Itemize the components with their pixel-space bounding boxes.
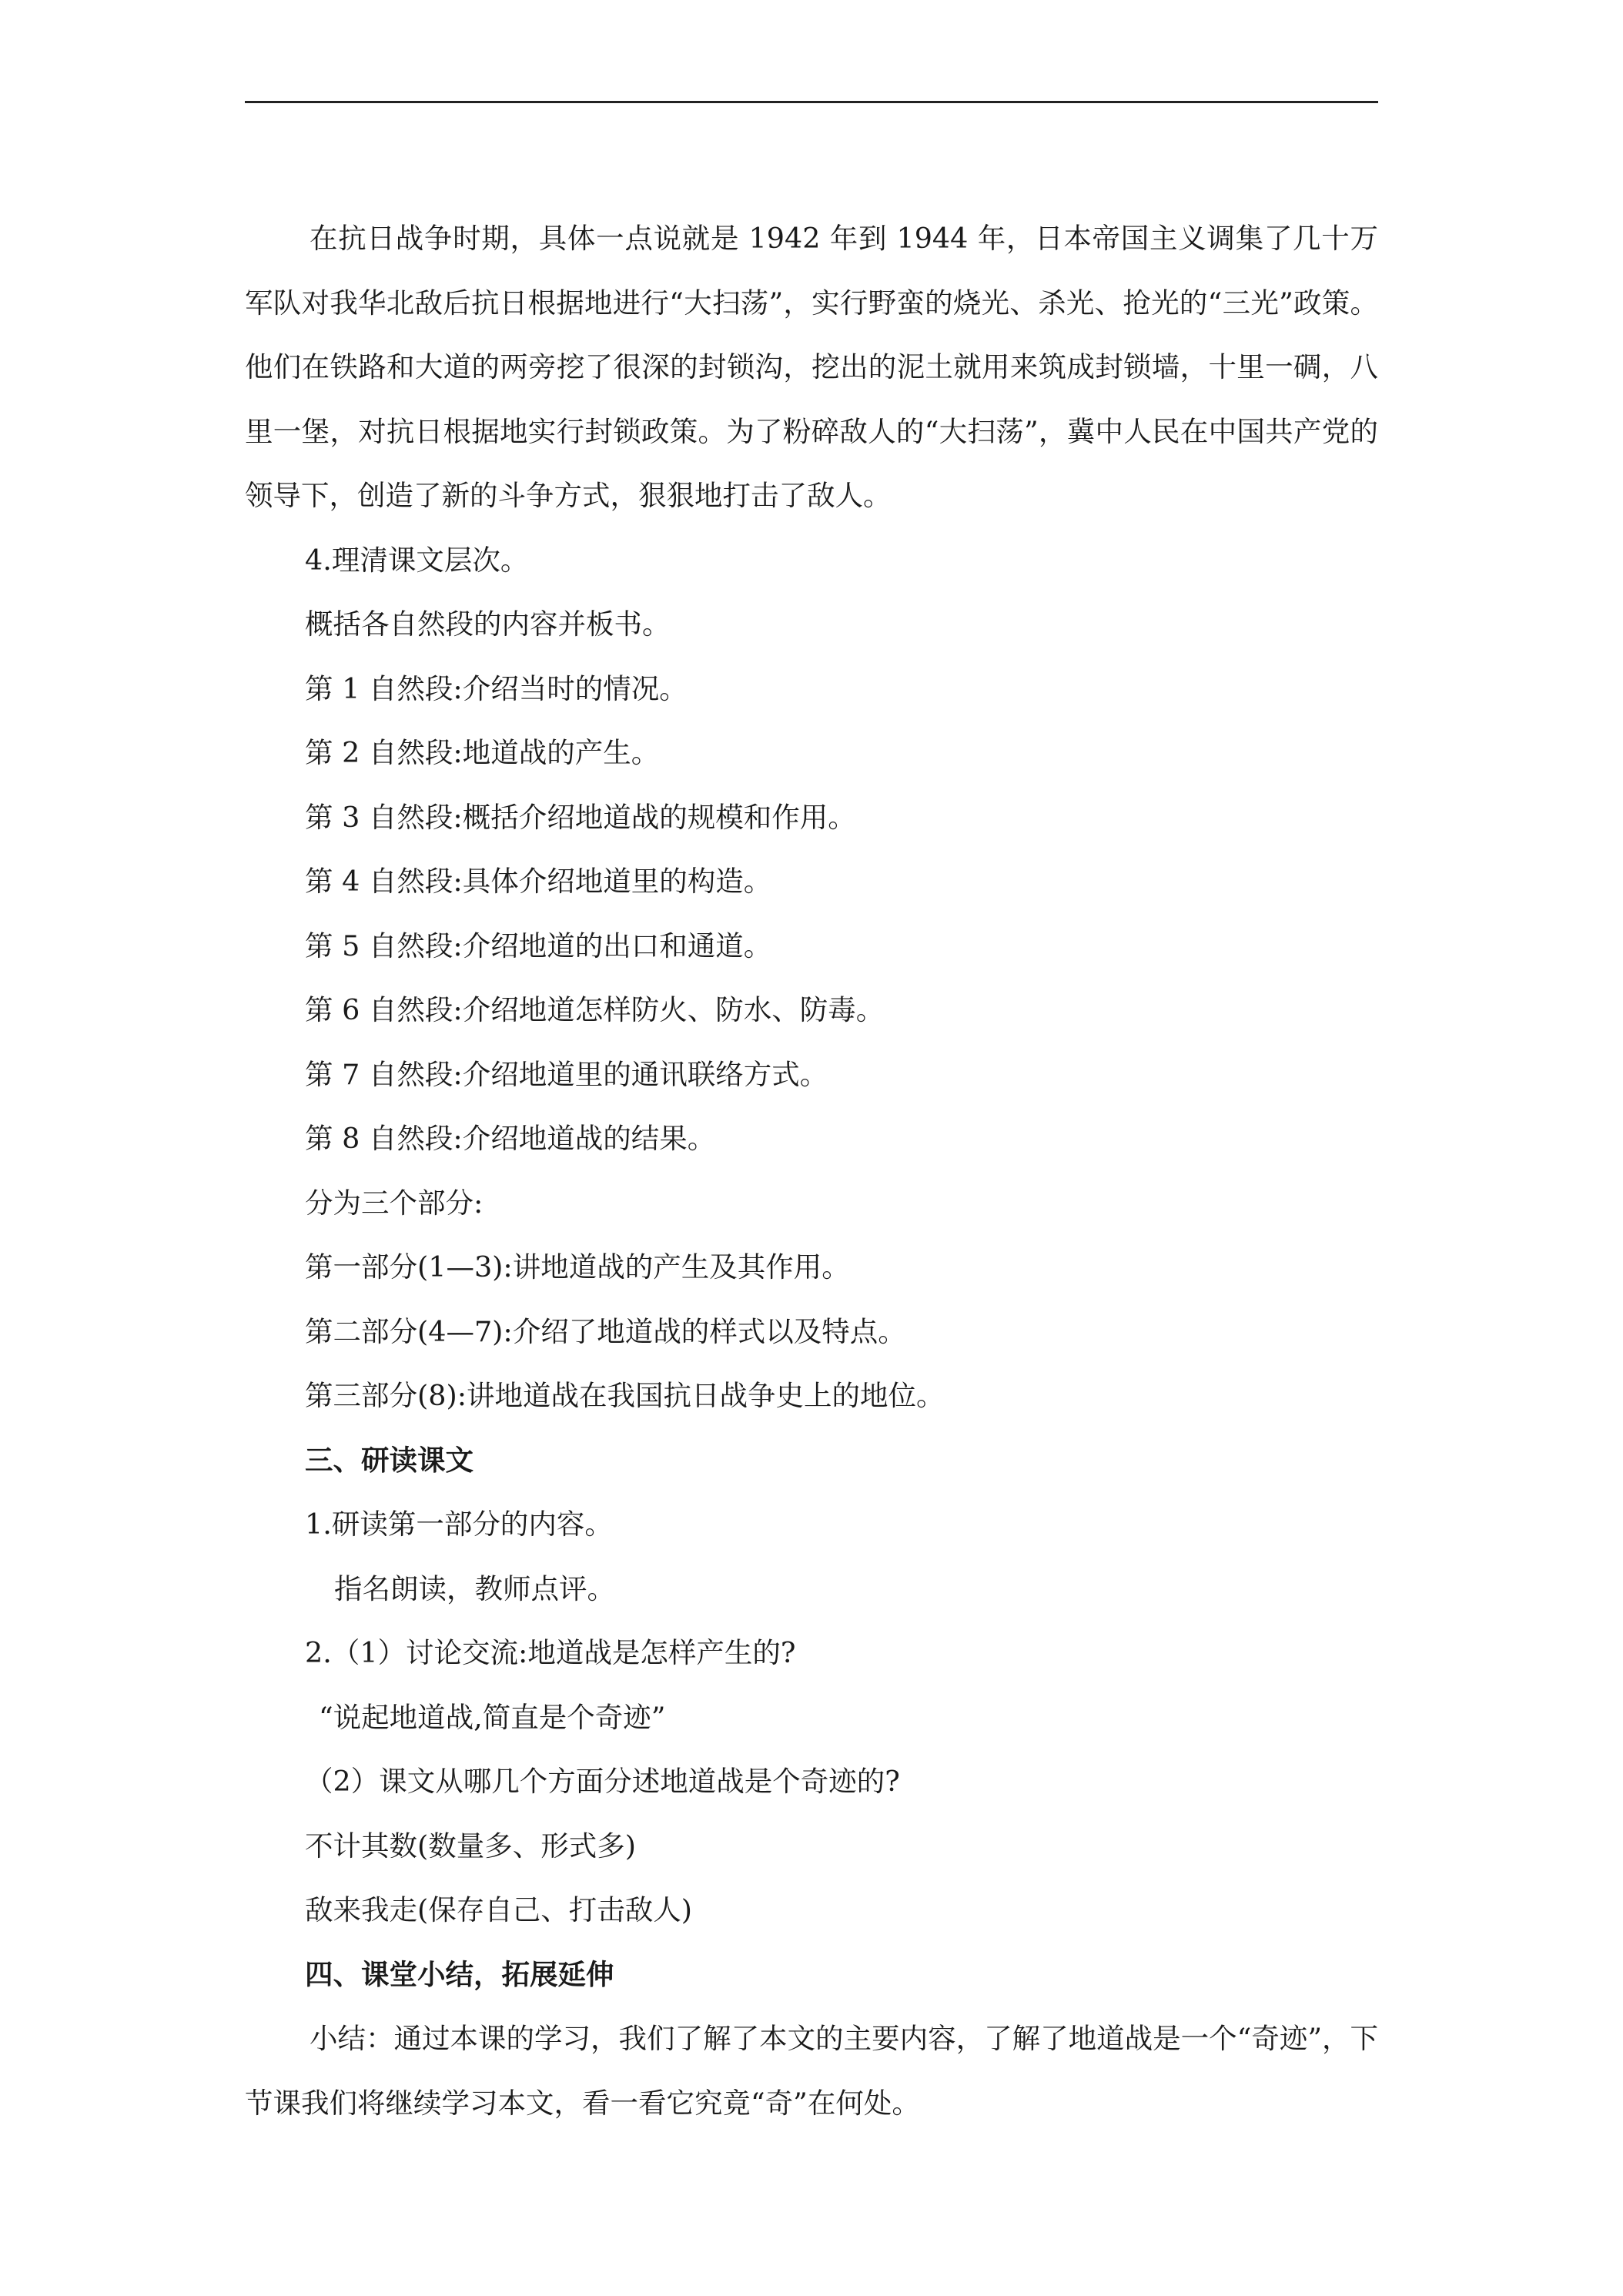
paragraph-summary-5: 第 5 自然段:介绍地道的出口和通道。	[305, 929, 772, 962]
section3-quote: “说起地道战,简直是个奇迹”	[319, 1700, 666, 1734]
part-2: 第二部分(4—7):介绍了地道战的样式以及特点。	[305, 1314, 906, 1348]
step4-title: 4.理清课文层次。	[305, 543, 529, 577]
section3-answer2: 敌来我走(保存自己、打击敌人)	[305, 1893, 692, 1926]
header-rule	[245, 101, 1378, 103]
section3-answer1: 不计其数(数量多、形式多)	[305, 1829, 636, 1863]
step4-instruction: 概括各自然段的内容并板书。	[305, 607, 671, 641]
part-3: 第三部分(8):讲地道战在我国抗日战争史上的地位。	[305, 1379, 945, 1412]
paragraph-summary-6: 第 6 自然段:介绍地道怎样防火、防水、防毒。	[305, 993, 885, 1026]
section4-heading: 四、课堂小结，拓展延伸	[305, 1957, 614, 1991]
document-body	[245, 206, 1378, 2135]
part-1: 第一部分(1—3):讲地道战的产生及其作用。	[305, 1250, 850, 1284]
section3-item2b: （2）课文从哪几个方面分述地道战是个奇迹的?	[305, 1765, 900, 1798]
paragraph-summary-1: 第 1 自然段:介绍当时的情况。	[305, 671, 688, 705]
section3-heading: 三、研读课文	[305, 1443, 474, 1477]
paragraph-summary-7: 第 7 自然段:介绍地道里的通讯联络方式。	[305, 1057, 828, 1091]
paragraph-summary-4: 第 4 自然段:具体介绍地道里的构造。	[305, 865, 772, 898]
paragraph-summary-2: 第 2 自然段:地道战的产生。	[305, 736, 660, 769]
intro-paragraph: 在抗日战争时期，具体一点说就是 1942 年到 1944 年，日本帝国主义调集了几十万军队对我华北敌后抗日根据地进行“大扫荡”，实行野蛮的烧光、杀光、抢光的“三光”政策。他们在铁路和大道的两旁挖了很深的封锁沟，挖出的泥土就用来筑成封锁墙，十里一碉，八里一堡，对抗日根据地实行封锁政策。为了粉碎敌人的“大扫荡”，冀中人民在中国共产党的领导下，创造了新的斗争方式，狠狠地打击了敌人。	[245, 222, 1378, 512]
section3-item2: 2.（1）讨论交流:地道战是怎样产生的?	[305, 1636, 796, 1669]
paragraph-summary-3: 第 3 自然段:概括介绍地道战的规模和作用。	[305, 800, 856, 834]
section4-summary: 小结：通过本课的学习，我们了解了本文的主要内容，了解了地道战是一个“奇迹”，下节课我们将继续学习本文，看一看它究竟“奇”在何处。	[245, 2022, 1378, 2120]
parts-intro: 分为三个部分:	[305, 1186, 484, 1220]
section3-item1: 1.研读第一部分的内容。	[305, 1508, 613, 1541]
section3-item1-detail: 指名朗读，教师点评。	[334, 1571, 615, 1605]
paragraph-summary-8: 第 8 自然段:介绍地道战的结果。	[305, 1122, 716, 1155]
